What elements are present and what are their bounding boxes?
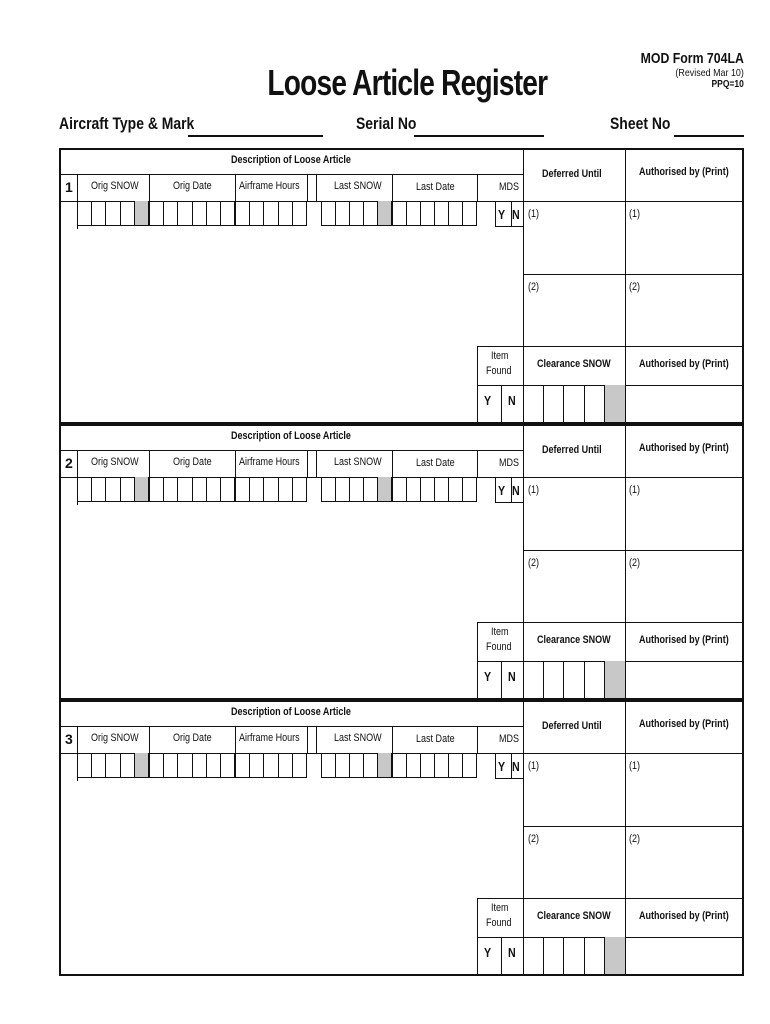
- authorised-by-2[interactable]: (2): [629, 281, 641, 293]
- mds-header: MDS: [499, 457, 520, 469]
- entry-number: 3: [65, 731, 73, 747]
- authorised-by-1[interactable]: (1): [629, 760, 641, 772]
- item-found-label-2: Found: [486, 917, 512, 929]
- last-date-header: Last Date: [416, 181, 455, 193]
- loose-article-entry-2: [59, 424, 744, 700]
- clearance-authorised-field[interactable]: [625, 661, 744, 698]
- entry-number: 2: [65, 455, 73, 471]
- clearance-snow-header: Clearance SNOW: [537, 910, 611, 922]
- mds-header: MDS: [499, 733, 520, 745]
- clearance-snow-boxes[interactable]: [523, 937, 625, 974]
- description-header: Description of Loose Article: [231, 154, 351, 166]
- item-found-label-2: Found: [486, 641, 512, 653]
- item-found-yes[interactable]: Y: [484, 393, 492, 408]
- last-snow-boxes[interactable]: [321, 753, 392, 778]
- airframe-hours-header: Airframe Hours: [239, 180, 300, 192]
- last-date-boxes[interactable]: [392, 201, 477, 226]
- clearance-snow-header: Clearance SNOW: [537, 358, 611, 370]
- mds-header: MDS: [499, 181, 520, 193]
- aircraft-type-label: Aircraft Type & Mark: [59, 114, 195, 133]
- authorised-by-header: Authorised by (Print): [639, 166, 729, 178]
- orig-date-header: Orig Date: [173, 180, 212, 192]
- form-code: MOD Form 704LA: [640, 50, 744, 67]
- orig-snow-boxes[interactable]: [77, 477, 149, 502]
- clearance-snow-header: Clearance SNOW: [537, 634, 611, 646]
- mds-yes-option[interactable]: Y: [498, 483, 506, 498]
- deferred-until-header: Deferred Until: [542, 444, 602, 456]
- authorised-by-header: Authorised by (Print): [639, 718, 729, 730]
- item-found-label-1: Item: [491, 626, 509, 638]
- loose-article-entry-1: [59, 148, 744, 424]
- serial-no-label: Serial No: [356, 114, 417, 133]
- loose-article-entry-3: [59, 700, 744, 976]
- form-title: Loose Article Register: [267, 62, 548, 103]
- clearance-authorised-field[interactable]: [625, 385, 744, 422]
- deferred-until-1[interactable]: (1): [528, 208, 540, 220]
- last-snow-boxes[interactable]: [321, 201, 392, 226]
- last-snow-header: Last SNOW: [334, 180, 382, 192]
- airframe-hours-boxes[interactable]: [235, 477, 307, 502]
- form-code-block: [618, 50, 744, 91]
- last-date-header: Last Date: [416, 733, 455, 745]
- mds-no-option[interactable]: N: [512, 759, 520, 774]
- orig-snow-header: Orig SNOW: [91, 732, 139, 744]
- last-snow-header: Last SNOW: [334, 732, 382, 744]
- last-date-boxes[interactable]: [392, 477, 477, 502]
- orig-snow-header: Orig SNOW: [91, 456, 139, 468]
- description-header: Description of Loose Article: [231, 706, 351, 718]
- last-snow-header: Last SNOW: [334, 456, 382, 468]
- airframe-hours-boxes[interactable]: [235, 753, 307, 778]
- deferred-until-header: Deferred Until: [542, 720, 602, 732]
- item-found-no[interactable]: N: [508, 393, 516, 408]
- clearance-snow-boxes[interactable]: [523, 385, 625, 422]
- aircraft-type-field[interactable]: [188, 135, 323, 137]
- mds-no-option[interactable]: N: [512, 207, 520, 222]
- clearance-authorised-field[interactable]: [625, 937, 744, 974]
- deferred-until-1[interactable]: (1): [528, 760, 540, 772]
- item-found-yes[interactable]: Y: [484, 669, 492, 684]
- clearance-authorised-header: Authorised by (Print): [639, 634, 729, 646]
- mds-yes-option[interactable]: Y: [498, 759, 506, 774]
- sheet-no-field[interactable]: [674, 135, 744, 137]
- entry-number: 1: [65, 179, 73, 195]
- deferred-until-2[interactable]: (2): [528, 833, 540, 845]
- clearance-authorised-header: Authorised by (Print): [639, 358, 729, 370]
- orig-snow-boxes[interactable]: [77, 201, 149, 226]
- serial-no-field[interactable]: [414, 135, 544, 137]
- orig-snow-header: Orig SNOW: [91, 180, 139, 192]
- orig-date-boxes[interactable]: [149, 753, 235, 778]
- last-snow-boxes[interactable]: [321, 477, 392, 502]
- item-found-no[interactable]: N: [508, 669, 516, 684]
- item-found-label-1: Item: [491, 902, 509, 914]
- item-found-label-2: Found: [486, 365, 512, 377]
- authorised-by-2[interactable]: (2): [629, 833, 641, 845]
- orig-date-boxes[interactable]: [149, 477, 235, 502]
- form-ppq: PPQ=10: [711, 79, 744, 91]
- clearance-snow-boxes[interactable]: [523, 661, 625, 698]
- deferred-until-2[interactable]: (2): [528, 557, 540, 569]
- orig-date-boxes[interactable]: [149, 201, 235, 226]
- authorised-by-header: Authorised by (Print): [639, 442, 729, 454]
- authorised-by-1[interactable]: (1): [629, 208, 641, 220]
- authorised-by-1[interactable]: (1): [629, 484, 641, 496]
- description-header: Description of Loose Article: [231, 430, 351, 442]
- mds-yes-option[interactable]: Y: [498, 207, 506, 222]
- airframe-hours-header: Airframe Hours: [239, 732, 300, 744]
- airframe-hours-header: Airframe Hours: [239, 456, 300, 468]
- clearance-authorised-header: Authorised by (Print): [639, 910, 729, 922]
- last-date-header: Last Date: [416, 457, 455, 469]
- last-date-boxes[interactable]: [392, 753, 477, 778]
- mds-no-option[interactable]: N: [512, 483, 520, 498]
- orig-date-header: Orig Date: [173, 732, 212, 744]
- item-found-label-1: Item: [491, 350, 509, 362]
- orig-date-header: Orig Date: [173, 456, 212, 468]
- item-found-no[interactable]: N: [508, 945, 516, 960]
- deferred-until-header: Deferred Until: [542, 168, 602, 180]
- deferred-until-1[interactable]: (1): [528, 484, 540, 496]
- airframe-hours-boxes[interactable]: [235, 201, 307, 226]
- deferred-until-2[interactable]: (2): [528, 281, 540, 293]
- orig-snow-boxes[interactable]: [77, 753, 149, 778]
- authorised-by-2[interactable]: (2): [629, 557, 641, 569]
- item-found-yes[interactable]: Y: [484, 945, 492, 960]
- sheet-no-label: Sheet No: [610, 114, 671, 133]
- form-revised: (Revised Mar 10): [675, 67, 744, 80]
